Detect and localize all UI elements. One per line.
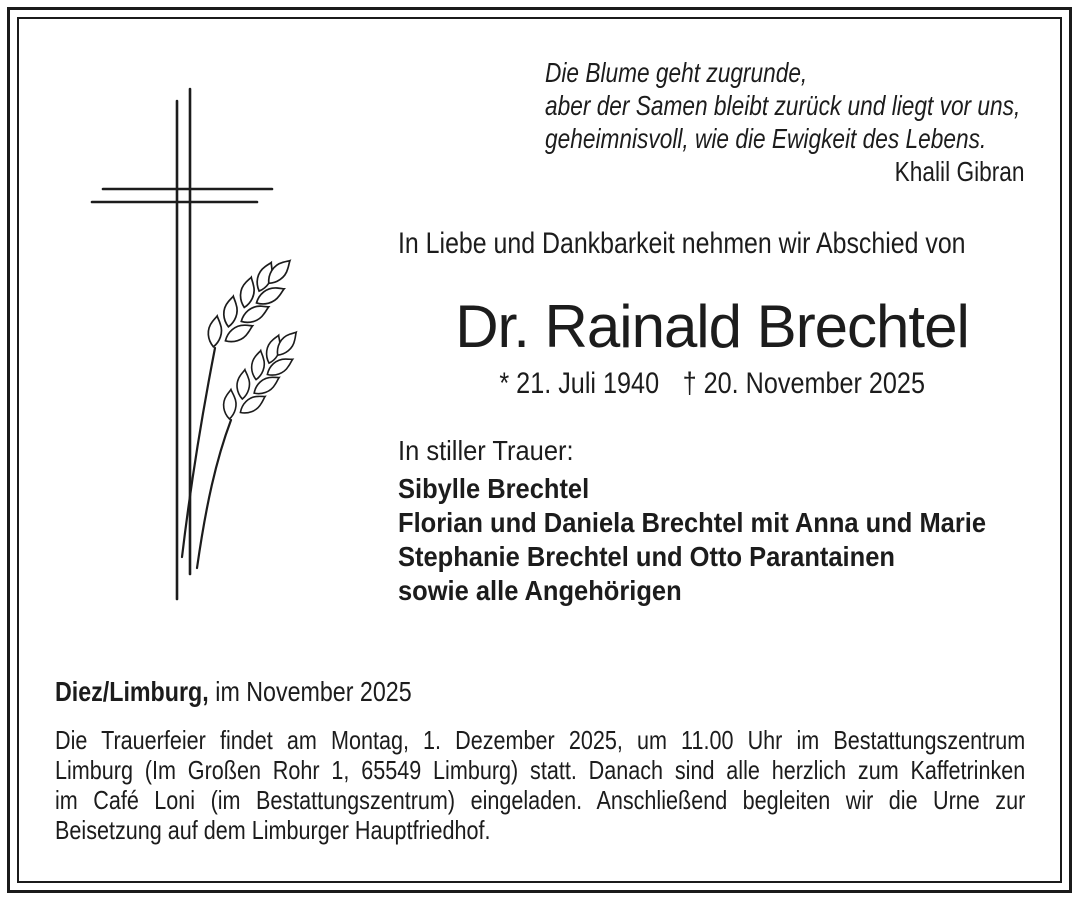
mourners-block: [398, 434, 1044, 608]
quote-line: geheimnisvoll, wie die Ewigkeit des Lebens.: [545, 123, 987, 154]
mourner-line: Sibylle Brechtel: [398, 473, 590, 504]
mourner-line: sowie alle Angehörigen: [398, 575, 682, 606]
quote-block: [545, 56, 1025, 188]
life-dates: [398, 368, 1026, 400]
deceased-name: Dr. Rainald Brechtel: [455, 293, 969, 360]
date-label: im November 2025: [215, 676, 412, 707]
quote-line: aber der Samen bleibt zurück und liegt vor uns,: [545, 90, 1021, 121]
wheat-ear-2: [211, 316, 311, 436]
mourner-line: Stephanie Brechtel und Otto Parantainen: [398, 541, 895, 572]
mourning-label: In stiller Trauer:: [398, 435, 574, 466]
cross-lines: [92, 89, 272, 599]
quote-line: Die Blume geht zugrunde,: [545, 57, 808, 88]
mourner-line: Florian und Daniela Brechtel mit Anna und Marie: [398, 507, 987, 538]
place-date-line: [55, 676, 1025, 708]
funeral-line: im Café Loni (im Bestattungszentrum) eingeladen. Anschließend begleiten wir die Urne zur: [55, 785, 1026, 815]
funeral-info: [55, 725, 1025, 845]
death-date: † 20. November 2025: [682, 367, 925, 400]
intro-line: In Liebe und Dankbarkeit nehmen wir Abschied von: [398, 227, 966, 260]
funeral-line: Beisetzung auf dem Limburger Hauptfriedhof.: [55, 815, 491, 845]
quote-author: Khalil Gibran: [894, 156, 1025, 187]
place-label: Diez/Limburg,: [55, 676, 209, 707]
cross-and-wheat-icon: [78, 80, 312, 625]
mourners-list: [398, 472, 1044, 608]
funeral-line: Die Trauerfeier findet am Montag, 1. Dezember 2025, um 11.00 Uhr im Bestattungszentrum: [55, 725, 1026, 755]
funeral-line: Limburg (Im Großen Rohr 1, 65549 Limburg) statt. Danach sind alle herzlich zum Kaffetrinken: [55, 755, 1026, 785]
footer-block: [55, 676, 1025, 845]
birth-date: * 21. Juli 1940: [499, 367, 660, 400]
